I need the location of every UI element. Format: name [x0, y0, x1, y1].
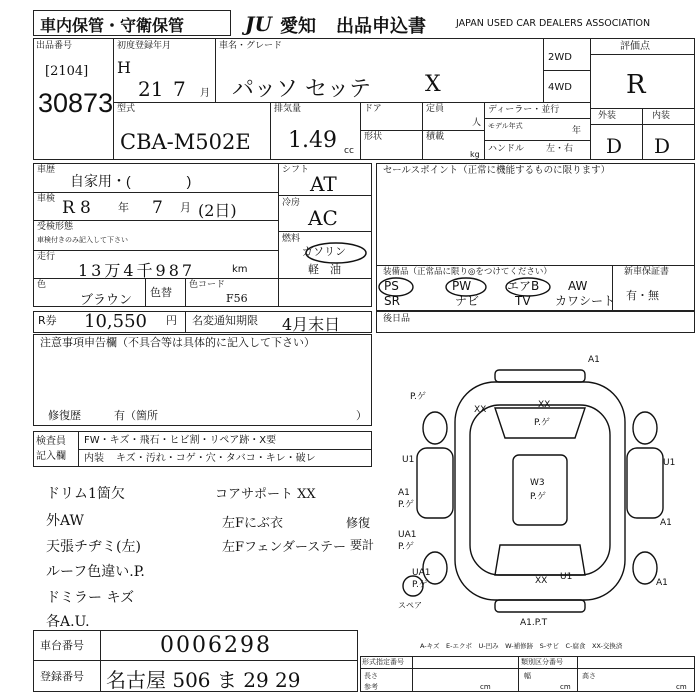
note-line-right: 左Fにぶ衣 — [222, 516, 284, 531]
inspection-month: 7 — [152, 198, 163, 218]
note-line-right: 左Fフェンダーステー — [222, 540, 346, 555]
warranty-label: 新車保証書 — [624, 267, 670, 277]
displacement: 1.49 — [288, 128, 337, 153]
ext-grade-label: 外装 — [598, 111, 617, 121]
note-line: 外AW — [46, 513, 84, 529]
inspection-era: R — [62, 198, 75, 218]
damage-mark: UA1 — [412, 568, 431, 578]
fuel-diesel: 軽 油 — [308, 263, 341, 276]
yen-unit: 円 — [166, 314, 177, 327]
width-label: 幅 — [524, 672, 531, 680]
inspection-year-unit: 年 — [118, 201, 129, 214]
damage-mark: P.ゲ — [530, 492, 546, 502]
recycle-amount: 10,550 — [84, 311, 147, 332]
aircon-value: AC — [308, 206, 338, 230]
damage-mark: P.ゲ — [412, 580, 428, 590]
color-label: 色 — [37, 280, 47, 290]
repair-value: 有（箇所 — [114, 409, 158, 422]
mileage-value: 13万4千987 — [78, 261, 196, 280]
handle-label: ハンドル — [488, 144, 525, 154]
acceptance-note: 車検付きのみ記入して下さい — [37, 236, 128, 244]
reg-month: 7 — [173, 77, 186, 101]
repair-close: ） — [356, 409, 367, 422]
height-label: 高さ — [582, 672, 596, 680]
year-unit: 年 — [572, 126, 582, 136]
model-code: CBA-M502E — [120, 130, 251, 154]
month-unit: 月 — [200, 88, 210, 99]
later-docs-label: 後日品 — [383, 314, 411, 324]
damage-mark: U1 — [663, 458, 676, 468]
note-line-right: 修復 — [346, 516, 371, 530]
recycle-label: R券 — [38, 314, 57, 327]
ref-label: 参考 — [364, 683, 378, 691]
cm-unit: cm — [676, 683, 687, 691]
equipment-label: 装備品（正常品に限り◎をつけてください） — [383, 267, 552, 277]
reg-era: H — [117, 58, 131, 77]
damage-mark: A1 — [588, 355, 600, 365]
inspector-ext-row: FW・キズ・飛石・ヒビ割・リペア跡・X要 — [84, 435, 277, 446]
name-change-label: 名変通知期限 — [192, 314, 258, 327]
equip-aw: AW — [568, 279, 588, 293]
capacity-label: 定員 — [426, 104, 445, 114]
inspector-int-row: キズ・汚れ・コゲ・穴・タバコ・キレ・破レ — [116, 453, 316, 464]
inspection-day: (2日) — [198, 201, 237, 220]
fuel-label: 燃料 — [282, 234, 301, 244]
car-name: パッソ セッテ — [232, 77, 371, 102]
grade: X — [425, 72, 441, 97]
damage-mark: P.ゲ — [410, 392, 426, 402]
note-line: ドミラー キズ — [46, 590, 135, 606]
drive-4wd: 4WD — [548, 82, 572, 93]
damage-mark: U1 — [402, 455, 415, 465]
fuel-gasoline: ガソリン — [302, 245, 346, 258]
model-year-label: モデル年式 — [488, 122, 523, 130]
color-code: F56 — [226, 292, 248, 305]
warranty-options: 有・無 — [626, 289, 659, 302]
ext-grade-value: D — [606, 134, 623, 158]
mileage-label: 走行 — [37, 252, 56, 262]
cc-unit: cc — [344, 146, 354, 156]
equip-navi: ナビ — [455, 294, 480, 308]
damage-mark: XX — [474, 405, 487, 415]
lot-number: 30873 — [38, 88, 114, 118]
cert-label-2: 類別区分番号 — [521, 658, 563, 666]
km-unit: km — [232, 264, 248, 275]
load-label: 積載 — [426, 132, 445, 142]
damage-mark: W3 — [530, 478, 545, 488]
inspection-month-unit: 月 — [180, 201, 191, 214]
org-name: 愛知 — [280, 16, 316, 37]
damage-mark: UA1 — [398, 530, 417, 540]
damage-mark: XX — [538, 400, 551, 410]
inspection-year: 8 — [80, 198, 91, 218]
spare-label: スペア — [398, 601, 422, 610]
rating-label: 評価点 — [620, 41, 650, 52]
chassis-label: 車台番号 — [40, 639, 84, 652]
persons-unit: 人 — [472, 118, 482, 128]
damage-mark: XX — [535, 576, 548, 586]
rating-value: R — [626, 70, 646, 100]
car-name-label: 車名・グレード — [219, 41, 283, 51]
kg-unit: kg — [470, 150, 480, 159]
cm-unit: cm — [560, 683, 571, 691]
damage-mark: A1 — [398, 488, 410, 498]
aircon-label: 冷房 — [282, 198, 301, 208]
plate-number: 名古屋 506 ま 29 29 — [106, 668, 301, 692]
equip-sr: SR — [384, 294, 400, 308]
lot-label: 出品番号 — [36, 41, 73, 51]
damage-mark: A1 — [660, 518, 672, 528]
shape-label: 形状 — [364, 132, 383, 142]
shift-value: AT — [310, 172, 337, 196]
later-docs-box — [376, 311, 695, 333]
lot-prefix: [2104] — [45, 64, 89, 79]
damage-mark: P.ゲ — [398, 542, 414, 552]
drive-2wd: 2WD — [548, 52, 572, 63]
equip-airbag: エアB — [507, 279, 540, 293]
inspector-int-label: 内装 — [84, 453, 104, 464]
equipment-circle-marks — [378, 276, 578, 298]
inspection-label: 車検 — [37, 194, 56, 204]
plate-label: 登録番号 — [40, 670, 84, 683]
dealer-label: ディーラー・並行 — [488, 105, 560, 115]
storage-label: 車内保管・守衛保管 — [40, 16, 185, 35]
color-change-label: 色替 — [150, 286, 172, 299]
note-line: ルーフ色違い.P. — [46, 564, 145, 580]
cm-unit: cm — [480, 683, 491, 691]
color-code-label: 色コード — [189, 280, 226, 290]
int-grade-value: D — [654, 134, 671, 158]
inspector-label-1: 検査員 — [36, 436, 66, 447]
damage-mark: U1 — [560, 572, 573, 582]
repair-label: 修復歴 — [48, 409, 81, 422]
damage-mark: P.ゲ — [534, 418, 550, 428]
note-line: ドリム1箇欠 — [46, 486, 125, 502]
model-label: 型式 — [117, 104, 136, 114]
chassis-number: 0006298 — [160, 633, 272, 658]
damage-mark: A1.P.T — [520, 618, 548, 628]
color-value: ブラウン — [80, 293, 133, 308]
reg-year-label: 初度登録年月 — [117, 41, 172, 51]
equip-tv: TV — [515, 294, 531, 308]
history-label: 車歴 — [37, 165, 56, 175]
history-value: 自家用・( ) — [70, 173, 192, 189]
name-change-value: 4月末日 — [282, 315, 341, 334]
reg-year: 21 — [138, 77, 164, 101]
int-grade-label: 内装 — [652, 111, 671, 121]
equip-leather-seat: カワシート — [555, 294, 616, 308]
damage-mark: A1 — [656, 578, 668, 588]
association-name: JAPAN USED CAR DEALERS ASSOCIATION — [456, 18, 651, 29]
length-label: 長さ — [364, 672, 378, 680]
equip-ps: PS — [384, 279, 399, 293]
ju-logo: JU — [245, 12, 272, 36]
handle-options: 左・右 — [546, 144, 574, 154]
shift-label: シフト — [282, 165, 310, 175]
equip-pw: PW — [452, 279, 472, 293]
form-title: 出品申込書 — [336, 16, 426, 37]
damage-mark: P.ゲ — [398, 500, 414, 510]
cert-label-1: 形式指定番号 — [362, 658, 404, 666]
sales-point-label: セールスポイント（正常に機能するものに限ります） — [383, 165, 611, 176]
notes-label: 注意事項申告欄（不具合等は具体的に記入して下さい） — [40, 336, 315, 349]
acceptance-label: 受検形態 — [37, 222, 74, 232]
note-line-right: コアサポート XX — [215, 487, 316, 502]
note-line: 天張チヂミ(左) — [46, 539, 141, 555]
note-line-right: 要計 — [350, 538, 375, 552]
storage-box — [33, 10, 231, 36]
inspector-label-2: 記入欄 — [36, 451, 66, 462]
displacement-label: 排気量 — [274, 104, 302, 114]
door-label: ドア — [364, 104, 382, 114]
damage-legend: A-キズ E-エクボ U-凹み W-補修跡 S-サビ C-腐食 XX-交換済 — [420, 642, 623, 650]
note-line: 各A.U. — [46, 614, 90, 630]
